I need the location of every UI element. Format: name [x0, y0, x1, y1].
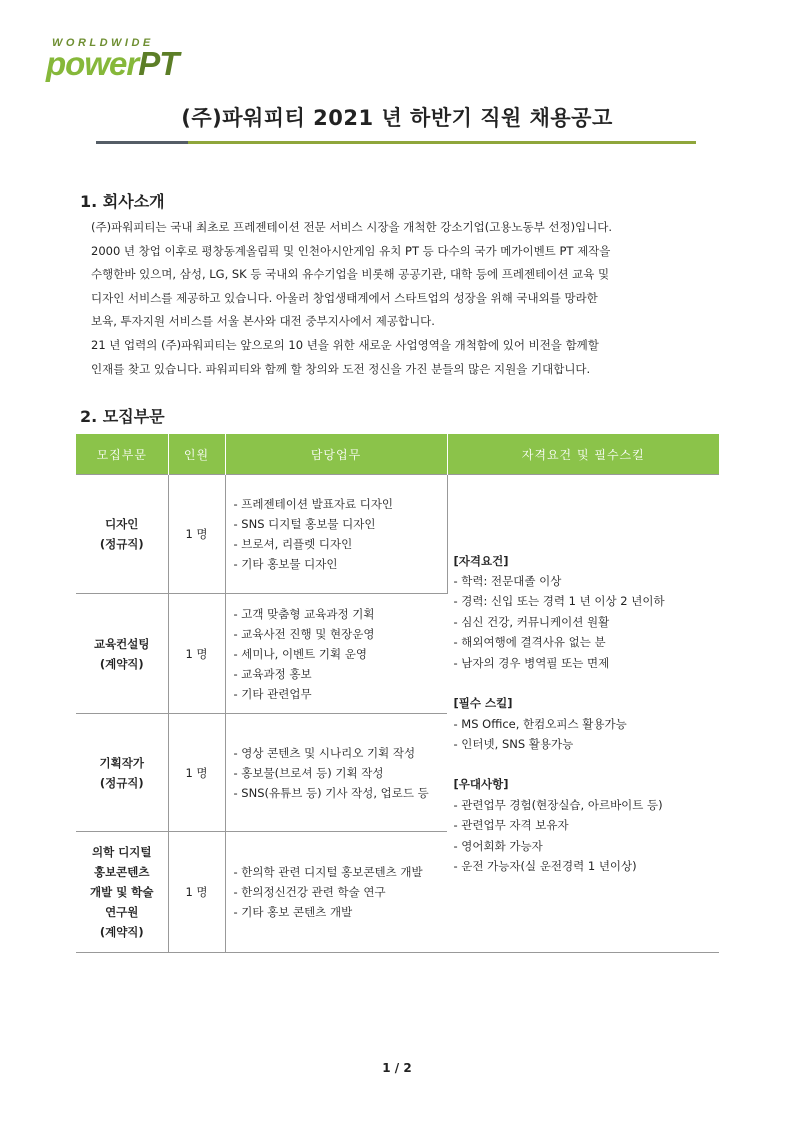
- position-title: 디자인: [105, 517, 139, 531]
- header-qualifications: 자격요건 및 필수스킬: [447, 434, 719, 475]
- header-count: 인원: [168, 434, 225, 475]
- recruitment-table: [76, 434, 719, 953]
- intro-line: 보육, 투자지원 서비스를 서울 본사와 대전 중부지사에서 제공합니다.: [91, 314, 435, 329]
- qualifications-cell: [447, 475, 719, 953]
- logo-tagline: WORLDWIDE: [52, 37, 154, 49]
- position-name: [76, 594, 168, 714]
- qual-item: - 심신 건강, 커뮤니케이션 원활: [453, 614, 610, 629]
- duty-item: - 영상 콘텐츠 및 시나리오 기획 작성: [233, 745, 416, 760]
- position-title: 의학 디지털: [91, 845, 152, 859]
- duty-item: - 브로셔, 리플렛 디자인: [233, 537, 353, 551]
- position-title: 교육컨설팅: [93, 636, 150, 651]
- duty-item: - 한의학 관련 디지털 홍보콘텐츠 개발: [233, 865, 423, 879]
- duty-item: - 프레젠테이션 발표자료 디자인: [233, 497, 394, 511]
- position-title: 개발 및 학술: [89, 885, 154, 899]
- qual-item: - MS Office, 한컴오피스 활용가능: [453, 716, 627, 731]
- qual-item: - 학력: 전문대졸 이상: [453, 574, 562, 589]
- qual-item: - 운전 가능자(실 운전경력 1 년이상): [453, 858, 637, 873]
- position-name: [76, 714, 168, 832]
- position-duties: [225, 475, 447, 594]
- spacer: [454, 673, 719, 693]
- duty-item: - 교육사전 진행 및 현장운영: [233, 626, 375, 641]
- duty-item: - 홍보물(브로셔 등) 기획 작성: [233, 765, 384, 780]
- duty-item: - SNS(유튜브 등) 기사 작성, 업로드 등: [233, 785, 429, 800]
- qual-item: - 남자의 경우 병역필 또는 면제: [453, 655, 610, 670]
- header-position: 모집부문: [76, 434, 168, 475]
- qual-heading-requirements: [자격요건]: [453, 553, 509, 568]
- title-rule-green: [188, 141, 696, 144]
- header-duties: 담당업무: [225, 434, 447, 475]
- section-heading-intro: 1. 회사소개: [80, 192, 165, 211]
- logo-wordmark: [46, 45, 216, 82]
- duty-item: - SNS 디지털 홍보물 디자인: [233, 517, 376, 531]
- duty-item: - 기타 홍보물 디자인: [233, 557, 338, 571]
- page-title: (주)파워피티 2021 년 하반기 직원 채용공고: [181, 106, 613, 130]
- intro-line: (주)파워피티는 국내 최초로 프레젠테이션 전문 서비스 시장을 개척한 강소기업(고용노동부 선정)입니다.: [91, 220, 613, 234]
- duty-item: - 세미나, 이벤트 기획 운영: [233, 646, 368, 661]
- position-title: 연구원: [105, 905, 139, 919]
- title-rule-dark: [96, 141, 188, 144]
- position-name: [76, 475, 168, 594]
- section-heading-positions: 2. 모집부문: [80, 407, 165, 426]
- table-row: [76, 475, 719, 594]
- duty-item: - 교육과정 홍보: [233, 666, 312, 681]
- position-count: 1 명: [168, 475, 225, 594]
- intro-line: 인재를 찾고 있습니다. 파워피티와 함께 할 창의와 도전 정신을 가진 분들의 많은 지원을 기대합니다.: [91, 361, 591, 376]
- qual-item: - 경력: 신입 또는 경력 1 년 이상 2 년이하: [453, 594, 665, 609]
- duty-item: - 고객 맞춤형 교육과정 기획: [233, 606, 375, 621]
- company-intro: [91, 216, 711, 381]
- position-count: 1 명: [168, 594, 225, 714]
- duty-item: - 한의정신건강 관련 학술 연구: [233, 885, 386, 899]
- position-duties: [225, 714, 447, 832]
- qual-heading-preferred: [우대사항]: [453, 777, 509, 792]
- position-title: 홍보콘텐츠: [93, 865, 150, 879]
- table-header-row: [76, 434, 719, 475]
- company-logo: [46, 37, 216, 82]
- position-title: 기획작가: [99, 755, 144, 770]
- position-name: [76, 832, 168, 953]
- position-type: (정규직): [99, 775, 144, 790]
- page-number: 1 / 2: [382, 1061, 412, 1075]
- position-type: (정규직): [99, 537, 144, 551]
- intro-line: 21 년 업력의 (주)파워피티는 앞으로의 10 년을 위한 새로운 사업영역을 개척함에 있어 비전을 함께할: [91, 337, 599, 352]
- intro-line: 2000 년 창업 이후로 평창동계올림픽 및 인천아시안게임 유치 PT 등 다수의 국가 메가이벤트 PT 제작을: [91, 243, 611, 258]
- qual-heading-skills: [필수 스킬]: [453, 696, 513, 711]
- qual-item: - 인터넷, SNS 활용가능: [453, 736, 574, 751]
- spacer: [454, 754, 719, 774]
- position-duties: [225, 832, 447, 953]
- position-type: (계약직): [99, 656, 144, 671]
- position-type: (계약직): [99, 925, 144, 939]
- position-duties: [225, 594, 447, 714]
- qual-item: - 영어회화 가능자: [453, 838, 543, 853]
- qual-item: - 해외여행에 결격사유 없는 분: [453, 635, 606, 650]
- position-count: 1 명: [168, 714, 225, 832]
- position-count: 1 명: [168, 832, 225, 953]
- logo-word-pt: PT: [138, 45, 179, 82]
- qual-item: - 관련업무 경험(현장실습, 아르바이트 등): [453, 797, 663, 812]
- logo-word-power: power: [46, 45, 139, 82]
- intro-line: 디자인 서비스를 제공하고 있습니다. 아울러 창업생태계에서 스타트업의 성장을 위해 국내외를 망라한: [91, 290, 598, 305]
- duty-item: - 기타 관련업무: [233, 686, 312, 701]
- duty-item: - 기타 홍보 콘텐츠 개발: [233, 905, 353, 919]
- intro-line: 수행한바 있으며, 삼성, LG, SK 등 국내외 유수기업을 비롯해 공공기관, 대학 등에 프레젠테이션 교육 및: [91, 267, 610, 282]
- qual-item: - 관련업무 자격 보유자: [453, 818, 569, 833]
